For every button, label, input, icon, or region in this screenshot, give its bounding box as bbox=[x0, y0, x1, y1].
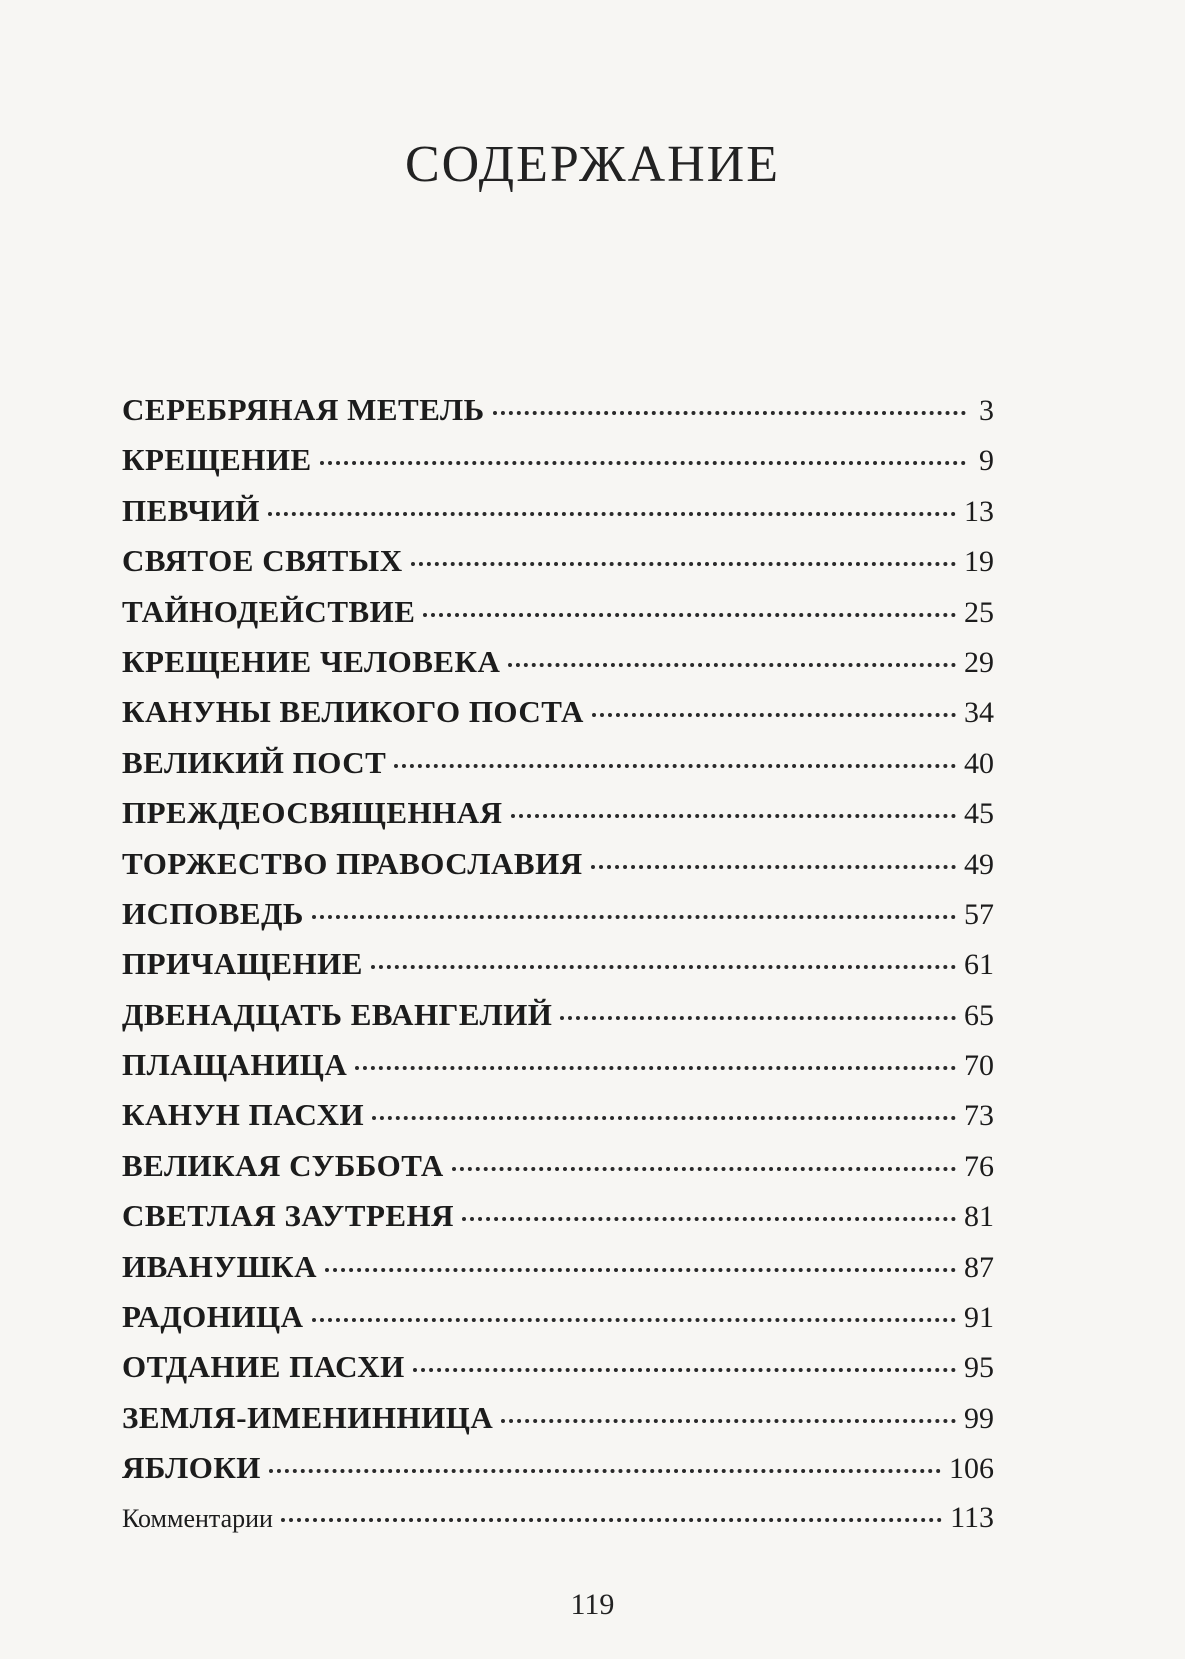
dot-leader bbox=[413, 1368, 956, 1372]
dot-leader bbox=[269, 1469, 941, 1473]
dot-leader bbox=[493, 411, 966, 415]
table-of-contents bbox=[122, 392, 994, 1551]
toc-entry-otdanie-pashi[interactable] bbox=[122, 1349, 994, 1399]
toc-entry-title: ВЕЛИКАЯ СУББОТА bbox=[122, 1147, 444, 1183]
toc-entry-page: 76 bbox=[964, 1149, 994, 1183]
toc-entry-title: ОТДАНИЕ ПАСХИ bbox=[122, 1349, 405, 1385]
toc-entry-kanuny-velikogo-posta[interactable] bbox=[122, 694, 994, 744]
toc-entry-title: КАНУНЫ ВЕЛИКОГО ПОСТА bbox=[122, 694, 584, 730]
toc-entry-kreshchenie-cheloveka[interactable] bbox=[122, 644, 994, 694]
toc-entry-title: ПРИЧАЩЕНИЕ bbox=[122, 946, 363, 982]
toc-entry-serebryanaya-metel[interactable] bbox=[122, 392, 994, 442]
dot-leader bbox=[501, 1419, 956, 1423]
toc-entry-plashchanitsa[interactable] bbox=[122, 1047, 994, 1097]
toc-entry-zemlya-imeninnitsa[interactable] bbox=[122, 1400, 994, 1450]
dot-leader bbox=[372, 1116, 956, 1120]
toc-entry-page: 9 bbox=[979, 444, 994, 478]
toc-entry-page: 99 bbox=[964, 1401, 994, 1435]
toc-entry-pevchiy[interactable] bbox=[122, 493, 994, 543]
dot-leader bbox=[560, 1016, 956, 1020]
toc-entry-title: ЗЕМЛЯ-ИМЕНИННИЦА bbox=[122, 1399, 494, 1435]
dot-leader bbox=[462, 1217, 956, 1221]
toc-entry-title: ЯБЛОКИ bbox=[122, 1450, 261, 1486]
dot-leader bbox=[511, 814, 957, 818]
toc-entry-title: КРЕЩЕНИЕ bbox=[122, 442, 312, 478]
toc-entry-dvenadtsat-evangeliy[interactable] bbox=[122, 997, 994, 1047]
toc-entry-title: ТАЙНОДЕЙСТВИЕ bbox=[122, 593, 416, 629]
toc-entry-page: 73 bbox=[964, 1099, 994, 1133]
toc-entry-prichashchenie[interactable] bbox=[122, 946, 994, 996]
toc-entry-page: 19 bbox=[964, 545, 994, 579]
page-title: СОДЕРЖАНИЕ bbox=[405, 135, 780, 193]
toc-entry-page: 113 bbox=[950, 1500, 994, 1534]
toc-entry-page: 3 bbox=[979, 394, 994, 427]
toc-entry-title: ВЕЛИКИЙ ПОСТ bbox=[122, 744, 387, 780]
toc-entry-kreshchenie[interactable] bbox=[122, 442, 994, 492]
toc-entry-velikaya-subbota[interactable] bbox=[122, 1148, 994, 1198]
toc-entry-prezhdeosvyashchennaya[interactable] bbox=[122, 795, 994, 845]
dot-leader bbox=[591, 865, 956, 869]
dot-leader bbox=[268, 512, 956, 516]
toc-entry-taynodeystvie[interactable] bbox=[122, 594, 994, 644]
toc-entry-velikiy-post[interactable] bbox=[122, 745, 994, 795]
toc-entry-kanun-pashi[interactable] bbox=[122, 1097, 994, 1147]
dot-leader bbox=[423, 613, 956, 617]
toc-entry-page: 57 bbox=[964, 897, 994, 931]
toc-entry-torzhestvo-pravoslaviya[interactable] bbox=[122, 846, 994, 896]
dot-leader bbox=[371, 965, 956, 969]
toc-entry-title: Комментарии bbox=[122, 1503, 273, 1533]
page-number: 119 bbox=[570, 1588, 615, 1621]
dot-leader bbox=[325, 1268, 956, 1272]
toc-entry-title: СВЯТОЕ СВЯТЫХ bbox=[122, 543, 403, 579]
toc-entry-radonitsa[interactable] bbox=[122, 1299, 994, 1349]
toc-entry-page: 49 bbox=[964, 847, 994, 881]
toc-entry-title: ИСПОВЕДЬ bbox=[122, 895, 304, 931]
toc-entry-page: 61 bbox=[964, 948, 994, 982]
toc-entry-page: 40 bbox=[964, 746, 994, 780]
toc-entry-ivanushka[interactable] bbox=[122, 1249, 994, 1299]
toc-entry-page: 95 bbox=[964, 1351, 994, 1385]
toc-entry-svetlaya-zautrenya[interactable] bbox=[122, 1198, 994, 1248]
toc-entry-title: ДВЕНАДЦАТЬ ЕВАНГЕЛИЙ bbox=[122, 996, 553, 1032]
toc-entry-ispoved[interactable] bbox=[122, 896, 994, 946]
toc-entry-page: 13 bbox=[964, 494, 994, 528]
toc-entry-page: 106 bbox=[949, 1452, 994, 1486]
toc-entry-page: 81 bbox=[964, 1200, 994, 1234]
toc-entry-title: РАДОНИЦА bbox=[122, 1299, 304, 1335]
dot-leader bbox=[452, 1167, 956, 1171]
toc-entry-title: ПРЕЖДЕОСВЯЩЕННАЯ bbox=[122, 795, 503, 831]
toc-entry-title: ПЕВЧИЙ bbox=[122, 492, 260, 528]
dot-leader bbox=[312, 1318, 956, 1322]
toc-entry-title: СЕРЕБРЯНАЯ МЕТЕЛЬ bbox=[122, 392, 485, 427]
dot-leader bbox=[394, 764, 956, 768]
dot-leader bbox=[508, 663, 956, 667]
dot-leader bbox=[592, 713, 956, 717]
dot-leader bbox=[355, 1066, 956, 1070]
toc-entry-title: КРЕЩЕНИЕ ЧЕЛОВЕКА bbox=[122, 643, 501, 679]
toc-entry-page: 65 bbox=[964, 998, 994, 1032]
dot-leader bbox=[281, 1518, 942, 1522]
toc-entry-title: СВЕТЛАЯ ЗАУТРЕНЯ bbox=[122, 1198, 455, 1234]
dot-leader bbox=[312, 915, 956, 919]
toc-entry-page: 25 bbox=[964, 595, 994, 629]
toc-entry-title: ТОРЖЕСТВО ПРАВОСЛАВИЯ bbox=[122, 845, 583, 881]
toc-entry-page: 70 bbox=[964, 1049, 994, 1083]
toc-entry-title: ПЛАЩАНИЦА bbox=[122, 1047, 348, 1083]
toc-entry-title: КАНУН ПАСХИ bbox=[122, 1097, 365, 1133]
toc-entry-page: 91 bbox=[964, 1301, 994, 1335]
toc-entry-page: 87 bbox=[964, 1250, 994, 1284]
toc-entry-page: 45 bbox=[964, 797, 994, 831]
dot-leader bbox=[411, 562, 956, 566]
dot-leader bbox=[320, 461, 966, 465]
toc-entry-title: ИВАНУШКА bbox=[122, 1248, 317, 1284]
toc-entry-page: 34 bbox=[964, 696, 994, 730]
toc-entry-kommentarii[interactable] bbox=[122, 1501, 994, 1551]
toc-entry-yabloki[interactable] bbox=[122, 1450, 994, 1500]
toc-entry-svyatoe-svyatyh[interactable] bbox=[122, 543, 994, 593]
toc-entry-page: 29 bbox=[964, 645, 994, 679]
